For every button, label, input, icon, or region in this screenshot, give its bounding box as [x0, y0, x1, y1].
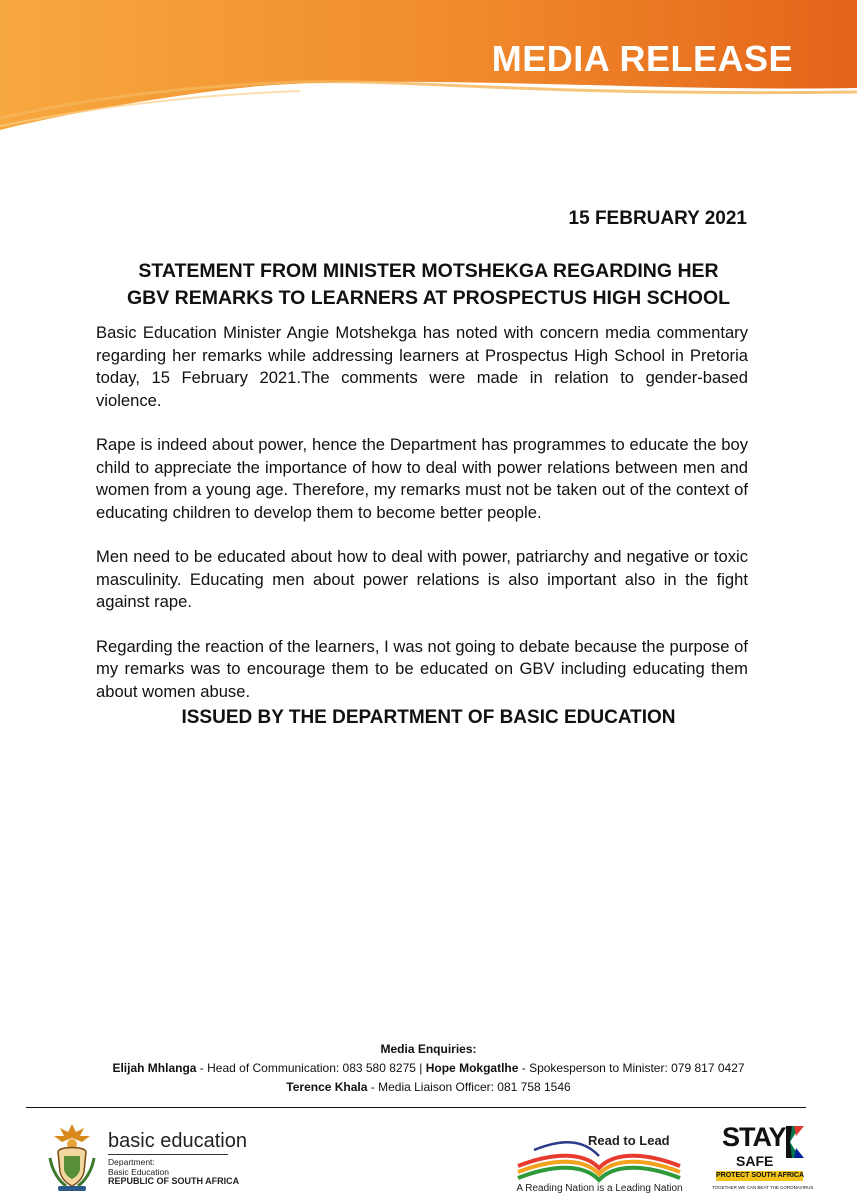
dbe-dept-line: Basic Education: [108, 1166, 169, 1177]
dbe-dept-line: REPUBLIC OF SOUTH AFRICA: [108, 1176, 240, 1186]
enquiries-line: [0, 1078, 857, 1097]
release-date: 15 FEBRUARY 2021: [568, 208, 747, 229]
release-title-line: STATEMENT FROM MINISTER MOTSHEKGA REGARDING HER: [138, 260, 719, 282]
contact-name: Elijah Mhlanga: [112, 1061, 197, 1075]
dbe-logo-name: basic education: [108, 1130, 247, 1152]
footer-divider: [26, 1107, 806, 1108]
contact-name: Hope Mokgatlhe: [425, 1061, 519, 1075]
stay-logo-text: STAY: [722, 1122, 786, 1152]
contact-detail: - Head of Communication: 083 580 8275 |: [196, 1061, 426, 1075]
release-title: [96, 258, 761, 312]
read-to-lead-tagline: A Reading Nation is a Leading Nation: [516, 1183, 683, 1194]
banner-title: MEDIA RELEASE: [491, 38, 793, 79]
dbe-dept-line: Department:: [108, 1157, 155, 1167]
enquiries-line: [0, 1059, 857, 1078]
issued-by: ISSUED BY THE DEPARTMENT OF BASIC EDUCATION: [181, 707, 676, 728]
contact-name: Terence Khala: [286, 1080, 368, 1094]
protect-south-africa-bar: PROTECT SOUTH AFRICA: [716, 1172, 805, 1179]
dbe-logo-rule: [108, 1154, 228, 1155]
dbe-department-text: [108, 1158, 239, 1187]
together-tagline: TOGETHER WE CAN BEAT THE CORONAVIRUS: [712, 1185, 814, 1190]
media-enquiries: [0, 1040, 857, 1097]
contact-detail: - Media Liaison Officer: 081 758 1546: [367, 1080, 571, 1094]
release-body: [96, 322, 748, 725]
coat-of-arms-icon: [44, 1122, 100, 1194]
enquiries-heading: Media Enquiries:: [380, 1042, 477, 1056]
body-paragraph: Men need to be educated about how to deal with power, patriarchy and negative or toxic masculinity. Educating men about power relations is also important also in the fight against rape.: [96, 547, 748, 611]
safe-logo-text: SAFE: [736, 1153, 774, 1169]
body-paragraph: Basic Education Minister Angie Motshekga has noted with concern media commentary regarding her remarks while addressing learners at Prospectus High School in Pretoria today, 15 February 2021.The comments were made in relation to gender-based violence.: [96, 323, 748, 410]
contact-detail: - Spokesperson to Minister: 079 817 0427: [518, 1061, 745, 1075]
body-paragraph: Rape is indeed about power, hence the Department has programmes to educate the boy child to appreciate the importance of how to deal with power relations between men and women from a young age. Therefore, my remarks must not be taken out of the context of educating children to develop them to become better people.: [96, 435, 748, 522]
body-paragraph: Regarding the reaction of the learners, I was not going to debate because the purpose of my remarks was to encourage them to be educated on GBV including educating them about women abuse.: [96, 636, 748, 701]
read-to-lead-title: Read to Lead: [588, 1133, 670, 1148]
release-title-line: GBV REMARKS TO LEARNERS AT PROSPECTUS HIGH SCHOOL: [126, 287, 731, 309]
